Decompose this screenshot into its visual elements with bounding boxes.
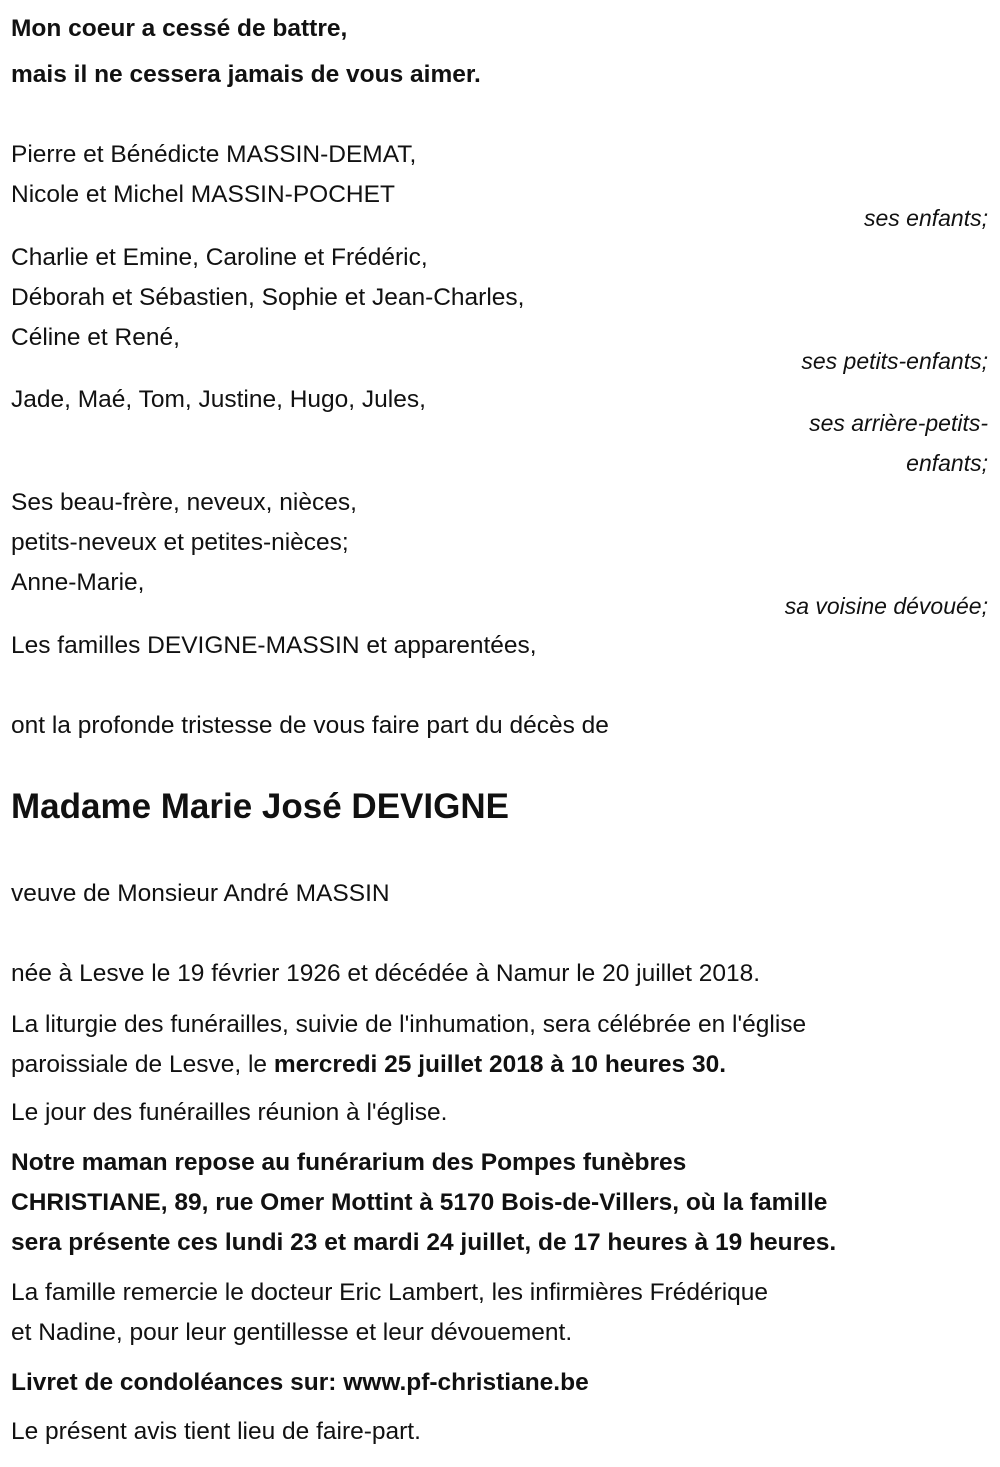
relatives-line: petits-neveux et petites-nièces;: [11, 529, 349, 556]
neighbor-name: Anne-Marie,: [11, 569, 145, 596]
grandchildren-role: ses petits-enfants;: [801, 348, 988, 374]
families-line: Les familles DEVIGNE-MASSIN et apparentées,: [11, 632, 537, 659]
meeting-info: Le jour des funérailles réunion à l'église.: [11, 1099, 448, 1126]
grandchildren-name: Déborah et Sébastien, Sophie et Jean-Charles,: [11, 284, 525, 311]
announcement: ont la profonde tristesse de vous faire part du décès de: [11, 712, 609, 739]
funerarium-line: Notre maman repose au funérarium des Pompes funèbres: [11, 1149, 687, 1176]
funerarium-line: sera présente ces lundi 23 et mardi 24 juillet, de 17 heures à 19 heures.: [11, 1229, 837, 1256]
thanks-line: et Nadine, pour leur gentillesse et leur dévouement.: [11, 1319, 573, 1346]
liturgy-prefix: paroissiale de Lesve, le: [11, 1051, 274, 1078]
thanks-line: La famille remercie le docteur Eric Lambert, les infirmières Frédérique: [11, 1279, 769, 1306]
liturgy-line-2: [11, 1050, 726, 1080]
liturgy-line-1: La liturgie des funérailles, suivie de l'inhumation, sera célébrée en l'église: [11, 1011, 807, 1038]
neighbor-role: sa voisine dévouée;: [784, 593, 988, 619]
epitaph-line-2: mais il ne cessera jamais de vous aimer.: [11, 61, 481, 88]
relatives-line: Ses beau-frère, neveux, nièces,: [11, 489, 357, 516]
condolences-link: Livret de condoléances sur: www.pf-christiane.be: [11, 1369, 589, 1396]
birth-death-dates: née à Lesve le 19 février 1926 et décédée à Namur le 20 juillet 2018.: [11, 960, 761, 987]
epitaph-line-1: Mon coeur a cessé de battre,: [11, 15, 348, 42]
great-grandchildren-role: enfants;: [906, 450, 988, 476]
grandchildren-name: Céline et René,: [11, 324, 180, 351]
closing-note: Le présent avis tient lieu de faire-part.: [11, 1418, 421, 1445]
deceased-name: Madame Marie José DEVIGNE: [11, 787, 509, 826]
children-name: Pierre et Bénédicte MASSIN-DEMAT,: [11, 141, 417, 168]
funerarium-line: CHRISTIANE, 89, rue Omer Mottint à 5170 Bois-de-Villers, où la famille: [11, 1189, 828, 1216]
children-role: ses enfants;: [863, 205, 988, 231]
liturgy-datetime: mercredi 25 juillet 2018 à 10 heures 30.: [273, 1051, 727, 1078]
children-name: Nicole et Michel MASSIN-POCHET: [11, 181, 395, 208]
great-grandchildren-role: ses arrière-petits-: [809, 410, 988, 436]
great-grandchildren-names: Jade, Maé, Tom, Justine, Hugo, Jules,: [11, 386, 426, 413]
widow-of: veuve de Monsieur André MASSIN: [11, 880, 390, 907]
grandchildren-name: Charlie et Emine, Caroline et Frédéric,: [11, 244, 428, 271]
